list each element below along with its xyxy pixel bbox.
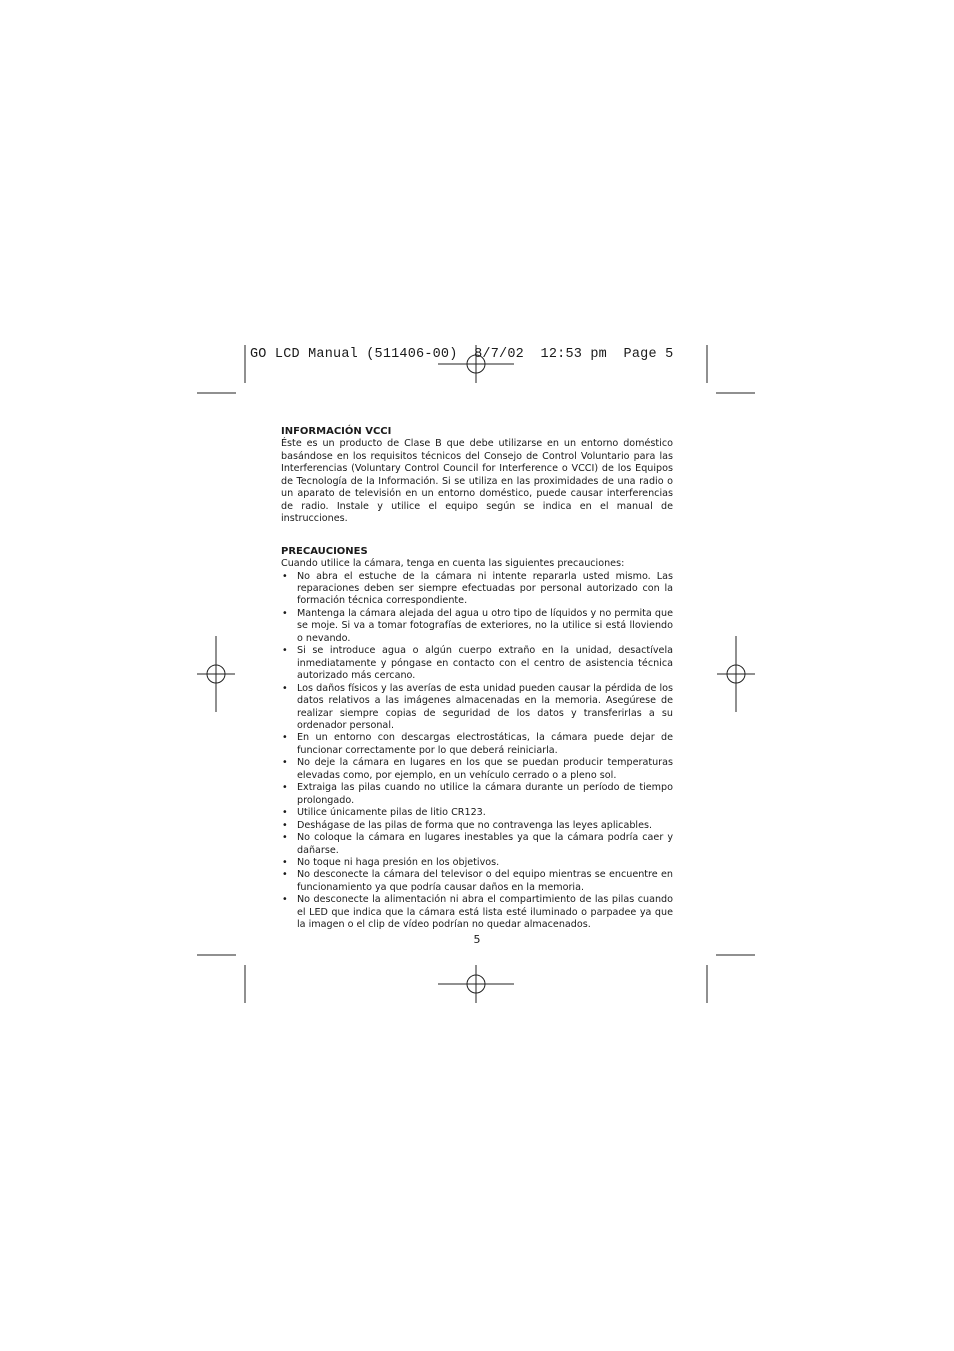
list-item: • Si se introduce agua o algún cuerpo extraño en la unidad, desactívela inmediatamente y póngase en contacto con el centro de asistencia técnica autorizado más cercano. (281, 645, 673, 682)
list-item: • Extraiga las pilas cuando no utilice la cámara durante un período de tiempo prolongado. (281, 782, 673, 807)
list-item: • En un entorno con descargas electrostáticas, la cámara puede dejar de funcionar correctamente por lo que deberá reiniciarla. (281, 732, 673, 757)
precautions-heading: PRECAUCIONES (281, 545, 368, 557)
vcci-body: Éste es un producto de Clase B que debe utilizarse en un entorno doméstico basándose en los requisitos técnicos del Consejo de Control Voluntario para las Interferencias (Voluntary Control Council for Interference o VCCI) de los Equipos de Tecnología de la Información. Si se utiliza en las proximidades de una radio o un aparato de televisión en un entorno doméstico, puede causar interferencias de radio. Instale y utilice el equipo según se indica en el manual de instrucciones. (281, 438, 673, 525)
vcci-heading: INFORMACIÓN VCCI (281, 426, 392, 437)
list-item: • Utilice únicamente pilas de litio CR123. (281, 807, 673, 819)
list-item: • No toque ni haga presión en los objetivos. (281, 857, 673, 869)
vcci-section (281, 426, 673, 526)
list-item: • No coloque la cámara en lugares inestables ya que la cámara podría caer y dañarse. (281, 832, 673, 857)
print-slug: GO LCD Manual (511406-00) 8/7/02 12:53 pm Page 5 (250, 347, 674, 362)
page-content (281, 426, 673, 932)
precautions-section (281, 546, 673, 932)
list-item: • No abra el estuche de la cámara ni intente repararla usted mismo. Las reparaciones deben ser siempre efectuadas por personal autorizado con la formación técnica correspondiente. (281, 571, 673, 608)
precautions-intro: Cuando utilice la cámara, tenga en cuenta las siguientes precauciones: (281, 558, 625, 570)
list-item: • Mantenga la cámara alejada del agua u otro tipo de líquidos y no permita que se moje. Si va a tomar fotografías de exteriores, no la utilice si está lloviendo o nevando. (281, 608, 673, 645)
list-item: • Deshágase de las pilas de forma que no contravenga las leyes aplicables. (281, 820, 673, 832)
list-item: • Los daños físicos y las averías de esta unidad pueden causar la pérdida de los datos relativos a las imágenes almacenadas en la memoria. Asegúrese de realizar siempre copias de seguridad de los datos y transferirlas a su ordenador personal. (281, 683, 673, 733)
list-item: • No deje la cámara en lugares en los que se puedan producir temperaturas elevadas como, por ejemplo, en un vehículo cerrado o a pleno sol. (281, 757, 673, 782)
page-number: 5 (473, 933, 481, 946)
registration-mark-bottom (438, 965, 514, 1003)
list-item: • No desconecte la alimentación ni abra el compartimiento de las pilas cuando el LED que indica que la cámara está lista esté iluminado o parpadee ya que la imagen o el clip de vídeo podrían no quedar almacenados. (281, 894, 673, 931)
list-item: • No desconecte la cámara del televisor o del equipo mientras se encuentre en funcionamiento ya que podría causar daños en la memoria. (281, 869, 673, 894)
registration-mark-left (197, 636, 235, 712)
precautions-list (281, 571, 673, 932)
registration-mark-right (717, 636, 755, 712)
